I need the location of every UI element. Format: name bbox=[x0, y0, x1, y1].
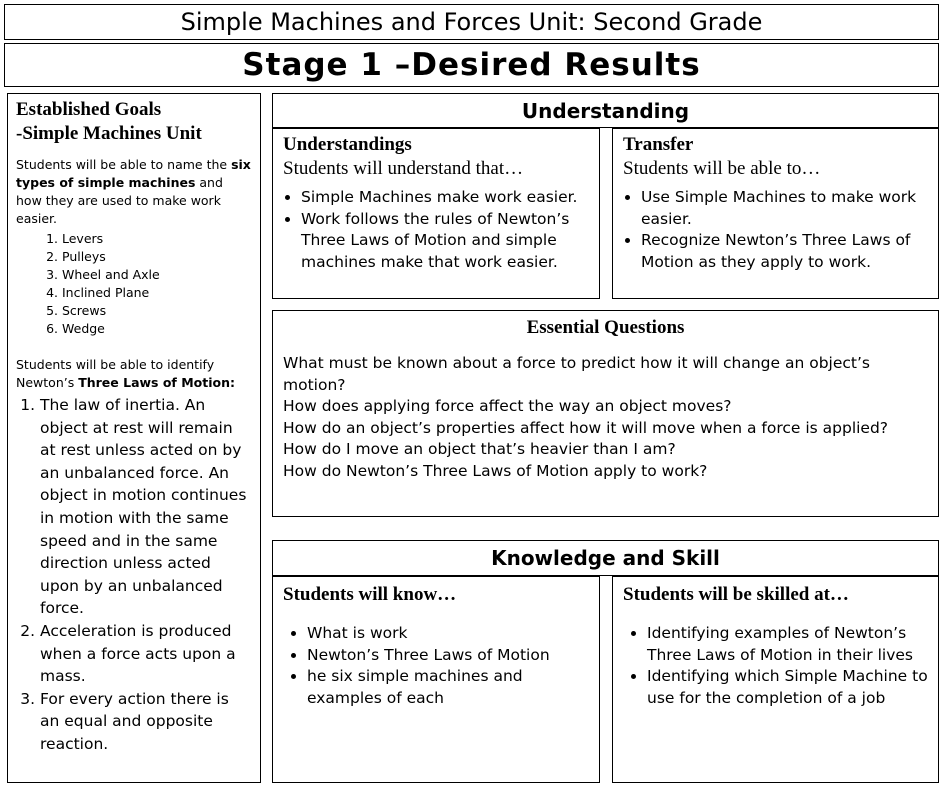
machines-list bbox=[16, 230, 252, 338]
list-item: 3. Wheel and Axle bbox=[62, 266, 252, 284]
list-item: • What is work bbox=[307, 623, 589, 645]
knowledge-skill-title: Knowledge and Skill bbox=[491, 546, 720, 570]
laws-list bbox=[16, 394, 252, 756]
transfer-subtitle: Students will be able to… bbox=[623, 158, 821, 179]
transfer-panel bbox=[612, 128, 939, 299]
list-item: 2. Pulleys bbox=[62, 248, 252, 266]
knowledge-skill-header bbox=[272, 540, 939, 576]
understanding-header bbox=[272, 93, 939, 128]
list-item: 1. The law of inertia. An object at rest will remain at rest unless acted on by an unbalanced force. An object in motion continues in motion with the same speed and in the same direction unless acted upon by an unbalanced force. bbox=[40, 394, 252, 620]
understandings-heading: Understandings bbox=[283, 134, 412, 155]
list-item: • Newton’s Three Laws of Motion bbox=[307, 645, 589, 667]
students-skilled-heading: Students will be skilled at… bbox=[623, 584, 849, 605]
newton-intro bbox=[16, 356, 252, 392]
essential-questions-panel bbox=[272, 310, 939, 517]
list-item: 2. Acceleration is produced when a force acts upon a mass. bbox=[40, 620, 252, 688]
question-line: How do an object’s properties affect how it will move when a force is applied? bbox=[283, 418, 889, 437]
goals-heading-line1: Established Goals bbox=[16, 99, 162, 120]
list-item: • he six simple machines and examples of each bbox=[307, 666, 589, 709]
students-know-panel bbox=[272, 576, 600, 783]
list-item: • Simple Machines make work easier. bbox=[301, 187, 589, 209]
goals-intro-pre: Students will be able to name the bbox=[16, 157, 232, 172]
question-line: How do Newton’s Three Laws of Motion apply to work? bbox=[283, 461, 708, 480]
list-item: 5. Screws bbox=[62, 302, 252, 320]
newton-intro-pre: Students will be able to identify Newton’s bbox=[16, 357, 215, 390]
goals-intro-post: and how they are used to make work easier. bbox=[16, 175, 223, 226]
goals-heading-line2: -Simple Machines Unit bbox=[16, 123, 202, 144]
understandings-panel bbox=[272, 128, 600, 299]
students-know-list bbox=[283, 623, 589, 709]
list-item: 6. Wedge bbox=[62, 320, 252, 338]
question-line: What must be known about a force to predict how it will change an object’s motion? bbox=[283, 354, 870, 394]
students-skilled-list bbox=[623, 623, 928, 709]
students-know-heading: Students will know… bbox=[283, 584, 457, 605]
list-item: • Use Simple Machines to make work easier. bbox=[641, 187, 928, 230]
essential-questions-heading: Essential Questions bbox=[526, 317, 685, 338]
list-item: • Identifying examples of Newton’s Three Laws of Motion in their lives bbox=[647, 623, 928, 666]
stage-title: Stage 1 –Desired Results bbox=[242, 47, 701, 83]
list-item: 4. Inclined Plane bbox=[62, 284, 252, 302]
question-line: How do I move an object that’s heavier than I am? bbox=[283, 440, 676, 458]
list-item: • Work follows the rules of Newton’s Three Laws of Motion and simple machines make that work easier. bbox=[301, 209, 589, 274]
list-item: • Recognize Newton’s Three Laws of Motion as they apply to work. bbox=[641, 230, 928, 273]
transfer-list bbox=[623, 187, 928, 273]
list-item: 1. Levers bbox=[62, 230, 252, 248]
students-skilled-panel bbox=[612, 576, 939, 783]
established-goals-panel bbox=[7, 93, 261, 783]
newton-intro-bold: Three Laws of Motion: bbox=[78, 375, 235, 390]
stage-banner bbox=[4, 43, 939, 87]
unit-title: Simple Machines and Forces Unit: Second Grade bbox=[180, 8, 763, 36]
question-line: How does applying force affect the way an object moves? bbox=[283, 397, 732, 415]
list-item: 3. For every action there is an equal and opposite reaction. bbox=[40, 688, 252, 756]
transfer-heading: Transfer bbox=[623, 134, 694, 155]
unit-title-banner bbox=[4, 4, 939, 40]
goals-intro bbox=[16, 156, 252, 228]
list-item: • Identifying which Simple Machine to use for the completion of a job bbox=[647, 666, 928, 709]
understandings-subtitle: Students will understand that… bbox=[283, 158, 524, 179]
goals-intro-bold: six types of simple machines bbox=[16, 157, 251, 190]
understandings-list bbox=[283, 187, 589, 273]
understanding-title: Understanding bbox=[521, 98, 690, 123]
